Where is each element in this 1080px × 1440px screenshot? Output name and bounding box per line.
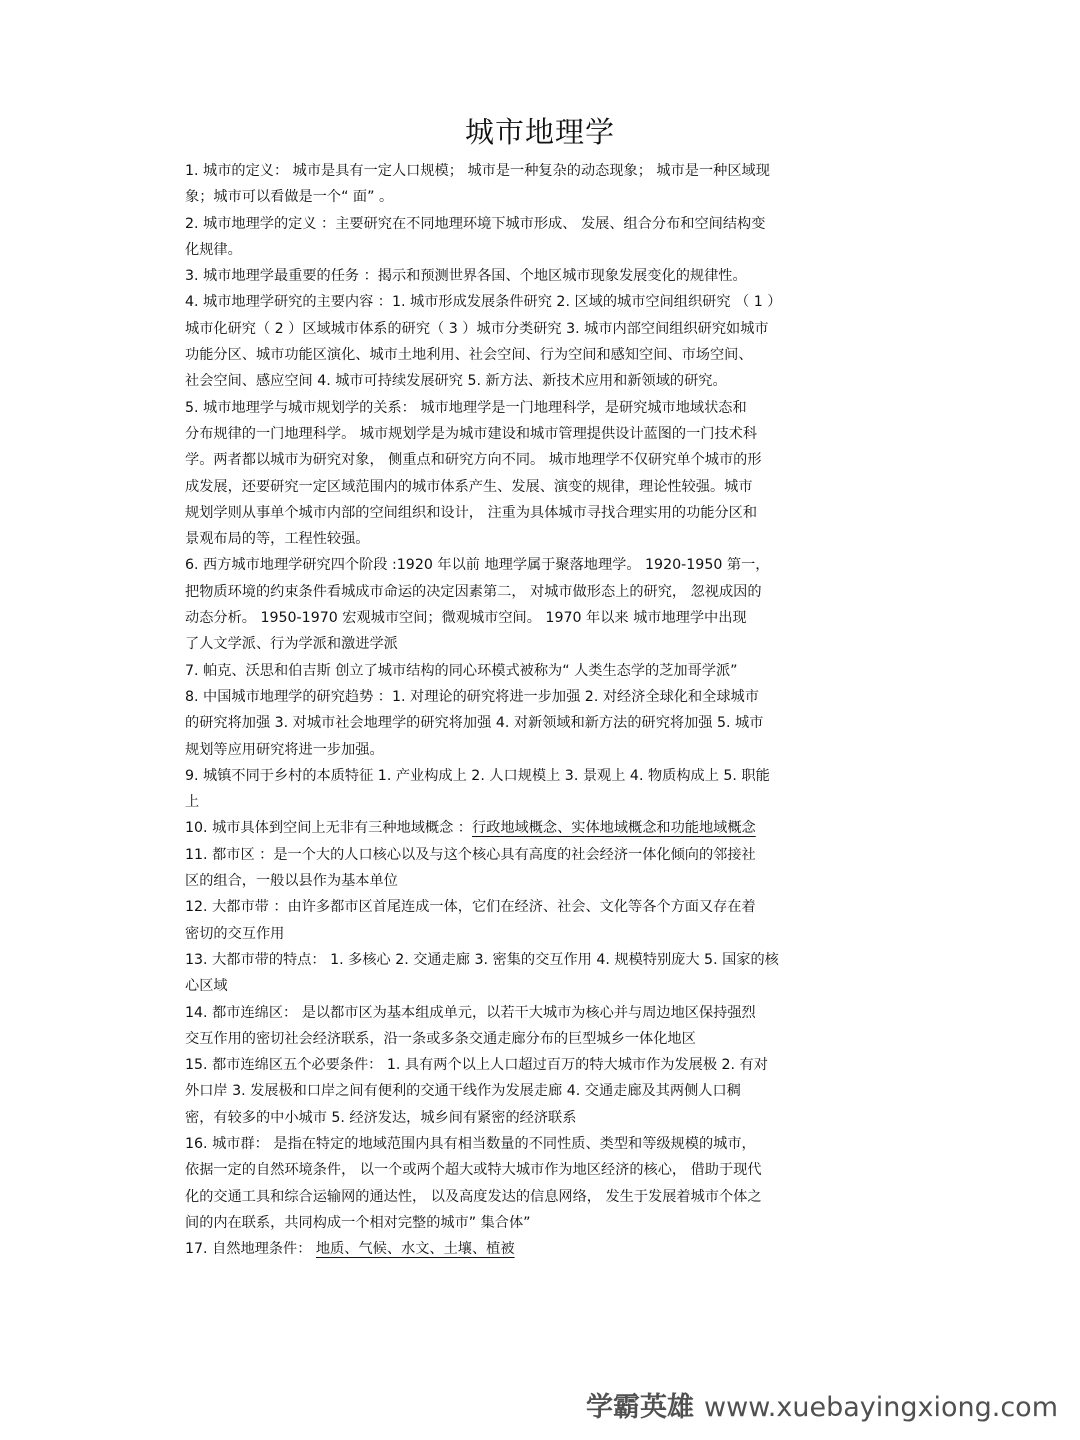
- text-line: 学。两者都以城市为研究对象， 侧重点和研究方向不同。 城市地理学不仅研究单个城市的形: [185, 452, 762, 469]
- text-line: 区的组合，一般以县作为基本单位: [185, 873, 398, 890]
- text-line: 3. 城市地理学最重要的任务 ：揭示和预测世界各国、个地区城市现象发展变化的规律性。: [185, 268, 747, 285]
- text-line: 了人文学派、行为学派和激进学派: [185, 636, 398, 653]
- text-line: 化规律。: [185, 241, 242, 258]
- text-line: 象；城市可以看做是一个“ 面” 。: [185, 189, 394, 206]
- text-line: 8. 中国城市地理学的研究趋势 ：1. 对理论的研究将进一步加强 2. 对经济全球化和全球城市: [185, 688, 759, 705]
- text-line: 2. 城市地理学的定义 ：主要研究在不同地理环境下城市形成、 发展、组合分布和空间结构变: [185, 215, 766, 232]
- text-line: 社会空间、感应空间 4. 城市可持续发展研究 5. 新方法、新技术应用和新领域的研究。: [185, 373, 727, 390]
- watermark-brand: 学霸英雄: [586, 1392, 695, 1423]
- text-line: 外口岸 3. 发展极和口岸之间有便利的交通干线作为发展走廊 4. 交通走廊及其两侧人口稠: [185, 1083, 741, 1100]
- line-10-answer: 行政地域概念、实体地域概念和功能地域概念: [471, 820, 756, 837]
- text-line: 景观布局的等，工程性较强。: [185, 531, 370, 548]
- text-line: 成发展，还要研究一定区域范围内的城市体系产生、发展、演变的规律，理论性较强。城市: [185, 478, 753, 495]
- text-line: 把物质环境的约束条件看城成市命运的决定因素第二， 对城市做形态上的研究， 忽视成因的: [185, 583, 762, 600]
- text-line-10: [185, 815, 897, 841]
- text-line: 分布规律的一门地理科学。 城市规划学是为城市建设和城市管理提供设计蓝图的一门技术科: [185, 425, 758, 442]
- text-line: 5. 城市地理学与城市规划学的关系： 城市地理学是一门地理科学，是研究城市地域状态和: [185, 399, 747, 416]
- watermark: [586, 1388, 1058, 1428]
- text-line: 交互作用的密切社会经济联系，沿一条或多条交通走廊分布的巨型城乡一体化地区: [185, 1030, 696, 1047]
- line-17-prefix: 17. 自然地理条件：: [185, 1241, 316, 1258]
- text-line: 化的交通工具和综合运输网的通达性， 以及高度发达的信息网络， 发生于发展着城市个体之: [185, 1188, 762, 1205]
- text-line: 13. 大都市带的特点： 1. 多核心 2. 交通走廊 3. 密集的交互作用 4. 规模特别庞大 5. 国家的核: [185, 951, 779, 968]
- text-line: 规划学则从事单个城市内部的空间组织和设计， 注重为具体城市寻找合理实用的功能分区和: [185, 504, 758, 521]
- text-line: 动态分析。 1950-1970 宏观城市空间；微观城市空间。 1970 年以来 城市地理学中出现: [185, 610, 747, 627]
- text-line: 间的内在联系，共同构成一个相对完整的城市” 集合体”: [185, 1214, 531, 1231]
- text-line: 密，有较多的中小城市 5. 经济发达，城乡间有紧密的经济联系: [185, 1109, 577, 1126]
- text-line: 的研究将加强 3. 对城市社会地理学的研究将加强 4. 对新领域和新方法的研究将加强 5. 城市: [185, 715, 764, 732]
- text-line: 14. 都市连绵区： 是以都市区为基本组成单元，以若干大城市为核心并与周边地区保持强烈: [185, 1004, 756, 1021]
- text-line-17: [185, 1236, 897, 1262]
- text-line: 4. 城市地理学研究的主要内容 ：1. 城市形成发展条件研究 2. 区域的城市空间组织研究 （ 1 ）: [185, 294, 782, 311]
- text-line: 依据一定的自然环境条件， 以一个或两个超大或特大城市作为地区经济的核心， 借助于现代: [185, 1162, 762, 1179]
- line-17-answer: 地质、气候、水文、土壤、植被: [315, 1241, 515, 1258]
- text-line: 规划等应用研究将进一步加强。: [185, 741, 384, 758]
- text-line: 11. 都市区 ：是一个大的人口核心以及与这个核心具有高度的社会经济一体化倾向的邻接社: [185, 846, 756, 863]
- text-line: 7. 帕克、沃思和伯吉斯 创立了城市结构的同心环模式被称为“ 人类生态学的芝加哥学派”: [185, 662, 738, 679]
- page-title: 城市地理学: [464, 115, 615, 149]
- text-line: 上: [185, 794, 200, 811]
- text-line: 密切的交互作用: [185, 925, 285, 942]
- line-10-prefix: 10. 城市具体到空间上无非有三种地域概念 ：: [185, 820, 472, 837]
- text-line: 心区域: [185, 978, 228, 995]
- text-line: 1. 城市的定义： 城市是具有一定人口规模； 城市是一种复杂的动态现象； 城市是一种区域现: [185, 163, 770, 179]
- text-line: 9. 城镇不同于乡村的本质特征 1. 产业构成上 2. 人口规模上 3. 景观上 4. 物质构成上 5. 职能: [185, 767, 770, 784]
- document-body: [185, 158, 897, 1262]
- text-line: 16. 城市群： 是指在特定的地域范围内具有相当数量的不同性质、类型和等级规模的城市，: [185, 1135, 756, 1152]
- text-line: 城市化研究（ 2 ）区域城市体系的研究（ 3 ）城市分类研究 3. 城市内部空间组织研究如城市: [185, 320, 769, 337]
- text-line: 12. 大都市带 ：由许多都市区首尾连成一体，它们在经济、社会、文化等各个方面又存在着: [185, 899, 756, 916]
- text-line: 15. 都市连绵区五个必要条件： 1. 具有两个以上人口超过百万的特大城市作为发展极 2. 有对: [185, 1057, 768, 1074]
- text-line: 6. 西方城市地理学研究四个阶段 :1920 年以前 地理学属于聚落地理学。 1920-1950 第一，: [185, 557, 770, 574]
- text-line: 功能分区、城市功能区演化、城市土地利用、社会空间、行为空间和感知空间、市场空间、: [185, 347, 753, 364]
- watermark-url: www.xuebayingxiong.com: [704, 1392, 1058, 1423]
